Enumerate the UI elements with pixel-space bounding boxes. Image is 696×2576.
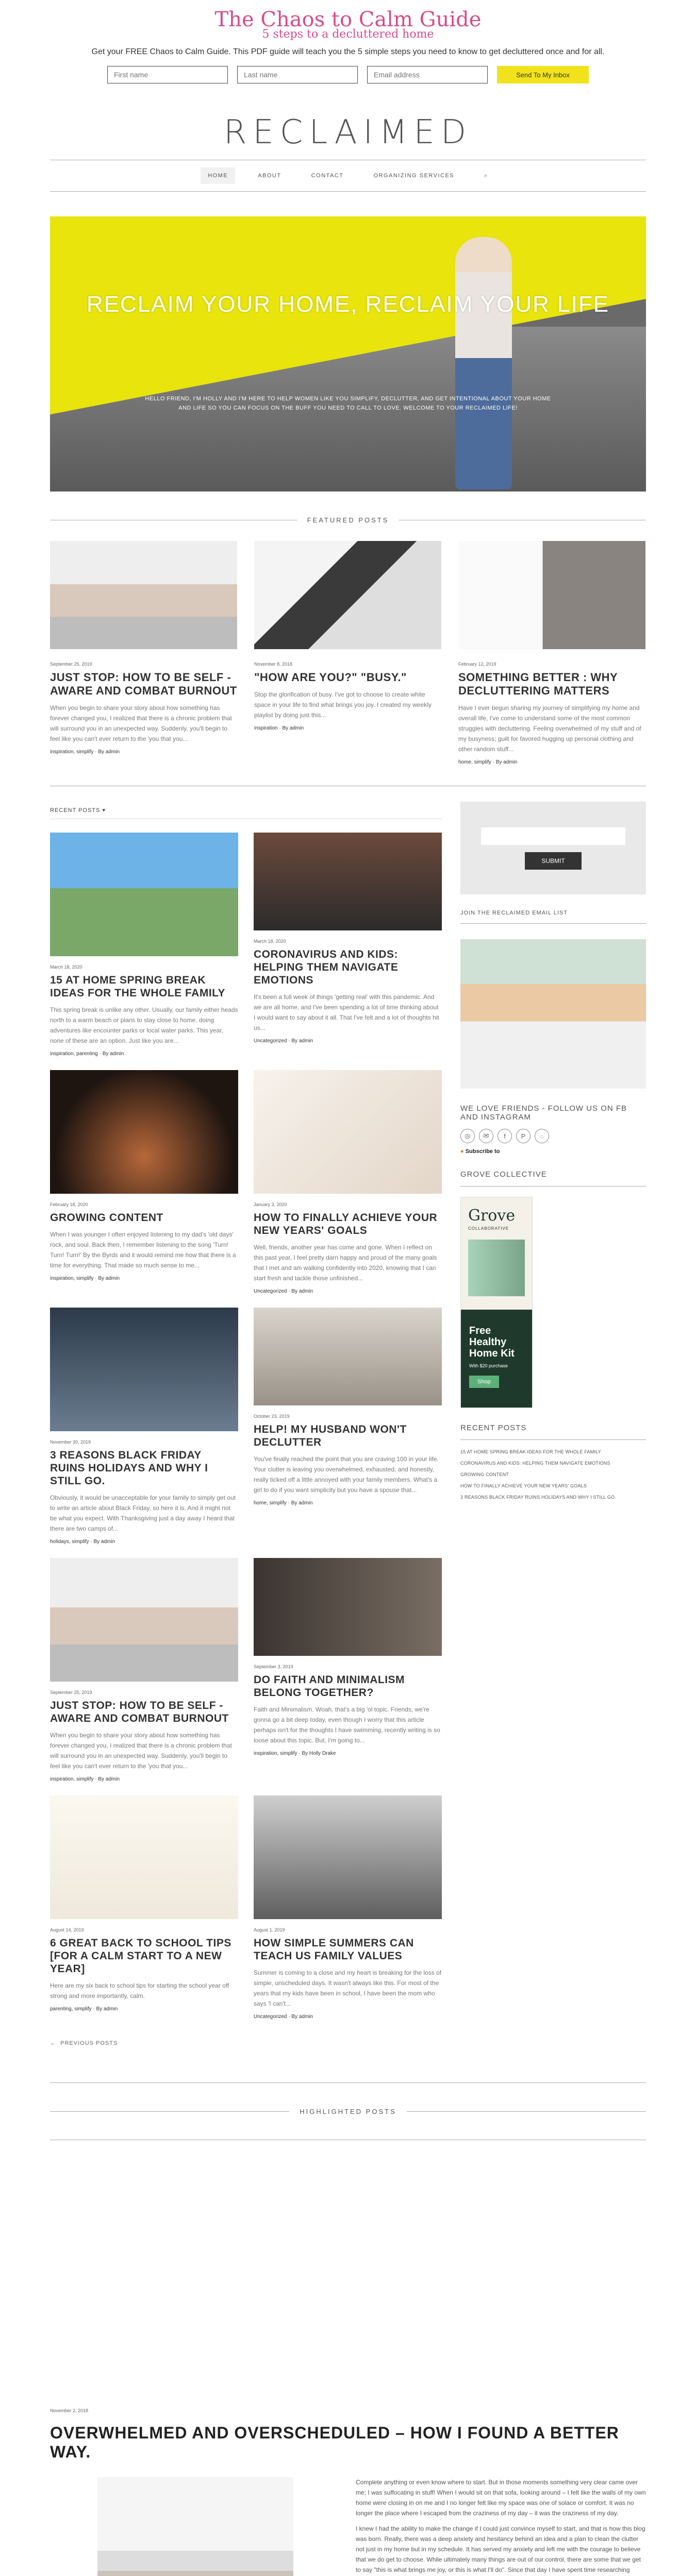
subscribe-widget <box>460 802 646 894</box>
featured-post <box>254 541 441 765</box>
post-image[interactable] <box>458 541 645 649</box>
post-col-right <box>356 2477 646 2576</box>
author-photo <box>460 939 646 1089</box>
post-categories[interactable]: parenting, simplify · By admin <box>50 2006 118 2012</box>
featured-grid <box>50 541 646 765</box>
grove-promo-box <box>461 1310 532 1408</box>
highlighted-post <box>50 2408 646 2576</box>
post-image[interactable] <box>254 1795 442 1919</box>
post-card <box>254 1558 442 1782</box>
post-date: January 3, 2020 <box>254 1202 287 1207</box>
subscribe-submit-button[interactable]: SUBMIT <box>525 852 582 870</box>
post-image[interactable] <box>50 1308 238 1431</box>
post-image[interactable] <box>254 1070 442 1194</box>
post-excerpt: You've finally reached the point that you are craving 100 in your life. Your clutter is leaving you overwhelmed, exhausted, and honestly, really ticked off a little annoyed with your family members. What's a girl to do if you want simplicity but you have a spouse that... <box>254 1455 439 1494</box>
posts-grid <box>50 819 442 2020</box>
post-title[interactable]: HELP! MY HUSBAND WON'T DECLUTTER <box>254 1423 407 1448</box>
post-title[interactable]: SOMETHING BETTER : WHY DECLUTTERING MATTERS <box>458 671 618 697</box>
instagram-icon[interactable]: ◌ <box>535 1129 549 1143</box>
post-excerpt: When you begin to share your story about how something has forever changed you, I realized that there is a chronic problem that will surround you in an unexpected way. Suddenly, you'll begin to feel like you can't ever return to the 'you that you... <box>50 704 232 742</box>
post-date: March 18, 2020 <box>50 964 82 970</box>
post-title[interactable]: CORONAVIRUS AND KIDS: HELPING THEM NAVIGATE EMOTIONS <box>254 948 399 986</box>
post-date: November 2, 2018 <box>50 2408 89 2413</box>
email-list-title: JOIN THE RECLAIMED EMAIL LIST <box>460 910 568 916</box>
first-name-input[interactable] <box>107 66 228 83</box>
hero-title: RECLAIM YOUR HOME, RECLAIM YOUR LIFE <box>86 292 610 317</box>
widget-divider <box>460 1439 646 1440</box>
post-image <box>97 2477 293 2576</box>
tab-recent-posts[interactable]: RECENT POSTS ▾ <box>50 802 442 819</box>
post-paragraph: I knew I had the ability to make the change if I could just convince myself to start, and that is how this blog was born. Really, there was a deep anxiety and hesitancy behind an idea and a plan to clean the clutter not just in my home but in my schedule. It has served my anxiety and left me with the courage to believe that we do get to choose. While ultimately many things are out of our control, there are some that we get to say "this is what brings me joy, or this is what I'll do". Since that day I have spent time researching <box>356 2525 645 2573</box>
featured-heading <box>50 512 646 528</box>
nav-item-contact[interactable]: CONTACT <box>311 173 344 179</box>
content-wrap <box>50 216 646 2576</box>
email-icon[interactable]: ✉ <box>479 1129 493 1143</box>
post-image[interactable] <box>50 1558 238 1682</box>
featured-post <box>458 541 645 765</box>
post-date: November 30, 2019 <box>50 1439 91 1445</box>
post-categories[interactable]: holidays, simplify · By admin <box>50 1539 115 1545</box>
rss-icon[interactable]: ◎ <box>460 1129 475 1143</box>
featured-title: FEATURED POSTS <box>307 516 389 524</box>
post-excerpt: When you begin to share your story about how something has forever changed you, I realized that there is a chronic problem that will surround you in an unexpected way. Suddenly, you'll begin to feel like you can't ever return to the 'you that you... <box>50 1732 232 1770</box>
hero-body: HELLO FRIEND, I'M HOLLY AND I'M HERE TO HELP WOMEN LIKE YOU SIMPLIFY, DECLUTTER, AND GET INTENTIONAL ABOUT YOUR HOME AND LIFE SO YOU CAN FOCUS ON THE BUFF YOU NEED TO CALL TO LOVE. WELCOME TO YOUR RECLAIMED LIFE! <box>145 396 551 411</box>
grove-promo-small: With $20 purchase <box>469 1363 508 1368</box>
optin-title: The Chaos to Calm Guide <box>214 8 482 31</box>
post-categories[interactable]: home, simplify · By admin <box>458 759 518 765</box>
post-date: August 14, 2019 <box>50 1927 84 1933</box>
post-title[interactable]: HOW TO FINALLY ACHIEVE YOUR NEW YEARS' GOALS <box>254 1212 438 1236</box>
nav-item-about[interactable]: ABOUT <box>258 173 281 179</box>
optin-subtitle: 5 steps to a decluttered home <box>262 28 434 41</box>
widget-divider <box>460 923 646 924</box>
post-categories[interactable]: inspiration, simplify · By admin <box>50 749 120 755</box>
post-image[interactable] <box>254 1308 442 1405</box>
send-to-inbox-button[interactable]: Send To My Inbox <box>497 66 589 83</box>
recent-post-link[interactable]: CORONAVIRUS AND KIDS: HELPING THEM NAVIGATE EMOTIONS <box>460 1461 610 1466</box>
post-title[interactable]: JUST STOP: HOW TO BE SELF - AWARE AND COMBAT BURNOUT <box>50 671 237 697</box>
sidebar <box>460 802 646 2046</box>
grove-title: GROVE COLLECTIVE <box>460 1170 547 1179</box>
recent-posts-column <box>50 802 442 2046</box>
facebook-icon[interactable]: f <box>498 1129 512 1143</box>
post-image[interactable] <box>254 833 442 930</box>
grove-sub: COLLABORATIVE <box>468 1226 509 1231</box>
post-image[interactable] <box>50 541 237 649</box>
post-date: September 25, 2019 <box>50 662 92 667</box>
post-excerpt: Have I ever begun sharing my journey of simplifying my home and overall life, I've come to understand some of the most common struggles with decluttering. Feeling overwhelmed of my stuff and of my busyness; guilt for favored hugging up personal clothing and other random stuff... <box>458 704 641 753</box>
post-title[interactable]: OVERWHELMED AND OVERSCHEDULED – HOW I FOUND A BETTER WAY. <box>50 2424 619 2461</box>
post-image[interactable] <box>50 833 238 956</box>
post-title[interactable]: 3 REASONS BLACK FRIDAY RUINS HOLIDAYS AND WHY I STILL GO. <box>50 1449 208 1487</box>
post-image[interactable] <box>254 541 441 649</box>
post-card <box>50 1558 238 1782</box>
nav-item-organizing-services[interactable]: ORGANIZING SERVICES <box>373 173 455 179</box>
post-title[interactable]: "HOW ARE YOU?" "BUSY." <box>254 671 407 684</box>
post-image[interactable] <box>50 1070 238 1194</box>
post-categories[interactable]: inspiration · By admin <box>254 725 304 731</box>
post-excerpt: Well, friends, another year has come and gone. When I reflect on this past year, I feel pretty darn happy and proud of the many goals that I met and am walking confidently into 2020, knowing that I can start fresh and tackle those unfinished... <box>254 1244 437 1282</box>
optin-bar <box>0 0 696 93</box>
highlighted-title: HIGHLIGHTED POSTS <box>300 2107 396 2115</box>
feed-icon: ● <box>460 1148 464 1155</box>
post-card <box>254 833 442 1057</box>
post-paragraph: Complete anything or even know where to start. But in those moments something very clear came over me; I was suffocating in stuff! When I would sit on that sofa, looking around – I felt like the walls of my own home were closing in on me and I no longer felt like my space was one of solace or comfort. It was no longer the place where I escaped from the craziness of my day – it was the craziness of my day. <box>356 2479 646 2517</box>
post-image[interactable] <box>254 1558 442 1656</box>
widget-divider <box>460 1186 646 1187</box>
nav-item-home[interactable]: HOME <box>201 167 235 184</box>
optin-form <box>0 66 696 83</box>
feedburner-subscribe[interactable]: ● Subscribe to <box>460 1148 500 1155</box>
main-nav <box>50 160 646 192</box>
post-title[interactable]: GROWING CONTENT <box>50 1212 163 1224</box>
post-card <box>254 1308 442 1545</box>
email-input[interactable] <box>367 66 488 83</box>
post-title[interactable]: HOW SIMPLE SUMMERS CAN TEACH US FAMILY VALUES <box>254 1937 414 1962</box>
optin-description: Get your FREE Chaos to Calm Guide. This PDF guide will teach you the 5 simple steps you need to know to get decluttered once and for all. <box>91 47 605 56</box>
post-categories[interactable]: home, simplify · By admin <box>254 1500 313 1506</box>
grove-ad[interactable] <box>460 1197 533 1408</box>
post-date: February 18, 2020 <box>50 1202 88 1207</box>
last-name-input[interactable] <box>237 66 358 83</box>
grove-logo: Grove <box>468 1207 516 1225</box>
post-card <box>254 1795 442 2020</box>
post-date: October 23, 2019 <box>254 1414 290 1419</box>
post-categories[interactable]: Uncategorized · By admin <box>254 2014 313 2020</box>
follow-title: WE LOVE FRIENDS - FOLLOW US ON FB AND INSTAGRAM <box>460 1104 627 1122</box>
post-date: March 18, 2020 <box>254 939 286 944</box>
search-icon[interactable]: ⌕ <box>484 172 488 179</box>
post-col-left <box>50 2477 340 2576</box>
post-excerpt: Here are my six back to school tips for starting the school year off strong and more importantly, calm. <box>50 1982 229 1999</box>
recent-post-link[interactable]: 15 AT HOME SPRING BREAK IDEAS FOR THE WHOLE FAMILY <box>460 1449 601 1454</box>
post-date: November 8, 2018 <box>254 662 293 667</box>
post-date: August 1, 2019 <box>254 1927 285 1933</box>
post-categories[interactable]: Uncategorized · By admin <box>254 1289 313 1294</box>
post-excerpt: Obviously, it would be unacceptable for your family to simply get out to write an article about Black Friday, so here it is. And it might not be what you expect. With Thanksgiving just a day away I heard that there are two camps of... <box>50 1494 236 1532</box>
post-categories[interactable]: inspiration, simplify · By admin <box>50 1276 120 1281</box>
post-card <box>50 833 238 1057</box>
post-date: February 12, 2019 <box>458 662 496 667</box>
arrow-left-icon: ← <box>50 2040 56 2046</box>
post-title[interactable]: 6 GREAT BACK TO SCHOOL TIPS [FOR A CALM START TO A NEW YEAR] <box>50 1937 231 1975</box>
section-divider <box>50 2082 646 2083</box>
grove-shop-button[interactable]: Shop <box>469 1376 499 1388</box>
recent-posts-list <box>460 1446 646 1503</box>
chevron-down-icon: ▾ <box>102 807 106 814</box>
post-card <box>254 1070 442 1294</box>
post-excerpt: This spring break is unlike any other. Usually, our family either heads north to a warm beach or plans to stay close to home, doing adventures like encounter parks or local water parks. This year, none of these are an option. Just like you are... <box>50 1006 238 1044</box>
post-title[interactable]: DO FAITH AND MINIMALISM BELONG TOGETHER? <box>254 1674 405 1699</box>
subscribe-email-input[interactable] <box>481 827 625 845</box>
recent-post-link[interactable]: GROWING CONTENT <box>460 1472 509 1477</box>
post-excerpt: Summer is coming to a close and my heart is breaking for the loss of simple, unscheduled days. It wasn't always like this. For most of the years that my kids have been in school, I have been the mom who says 'I can't... <box>254 1969 442 2007</box>
recent-post-link[interactable]: HOW TO FINALLY ACHIEVE YOUR NEW YEARS' GOALS <box>460 1483 587 1488</box>
featured-post <box>50 541 237 765</box>
main-area <box>50 802 646 2046</box>
post-excerpt: It's been a full week of things 'getting real' with this pandemic. And we are all home, and I've been spending a lot of time thinking about I would want to say about it all. That I've felt and a lot of thoughts hit us... <box>254 993 439 1031</box>
pinterest-icon[interactable]: P <box>516 1129 531 1143</box>
post-date: September 25, 2019 <box>50 1690 92 1695</box>
post-image[interactable] <box>50 1795 238 1919</box>
post-excerpt: When I was younger I often enjoyed listening to my dad's 'old days' rock, and soul. Back then, I remember listening to the song 'Turn! Turn! Turn!' By the Byrds and it would remind me how that there is a time for everything. That made so much sense to me... <box>50 1231 236 1269</box>
post-excerpt: Faith and Minimalism. Woah, that's a big 'ol topic. Friends, we're gonna go a bit deep today, even though I worry that this article perhaps isn't for the thoughts I have swimming, recently writing is so loose about this topic. But, I'm going to... <box>254 1706 440 1744</box>
hero-person-image <box>455 237 512 489</box>
social-links <box>460 1129 646 1143</box>
post-categories[interactable]: inspiration, simplify · By admin <box>50 1776 120 1782</box>
highlighted-heading <box>50 2104 646 2119</box>
post-categories[interactable]: Uncategorized · By admin <box>254 1038 313 1044</box>
recent-post-link[interactable]: 3 REASONS BLACK FRIDAY RUINS HOLIDAYS AND WHY I STILL GO. <box>460 1495 616 1500</box>
post-excerpt: Stop the glorification of busy. I've got to choose to create white space in your life to find what brings you joy. I created my weekly playlist by doing just this... <box>254 691 432 719</box>
grove-promo: Free Healthy Home Kit <box>469 1325 515 1359</box>
post-card <box>50 1308 238 1545</box>
post-title[interactable]: JUST STOP: HOW TO BE SELF - AWARE AND COMBAT BURNOUT <box>50 1700 229 1724</box>
grove-products <box>468 1240 525 1296</box>
post-categories[interactable]: inspiration, parenting · By admin <box>50 1051 124 1057</box>
post-title[interactable]: 15 AT HOME SPRING BREAK IDEAS FOR THE WHOLE FAMILY <box>50 974 226 999</box>
hero-banner <box>50 216 646 492</box>
post-date: September 3, 2019 <box>254 1664 293 1669</box>
previous-posts-link[interactable]: ← PREVIOUS POSTS <box>50 2040 118 2046</box>
site-logo[interactable]: RECLAIMED <box>223 113 473 151</box>
post-card <box>50 1795 238 2020</box>
post-categories[interactable]: inspiration, simplify · By Holly Drake <box>254 1751 336 1756</box>
post-card <box>50 1070 238 1294</box>
recent-posts-title: RECENT POSTS <box>460 1423 527 1432</box>
post-body <box>50 2477 646 2576</box>
